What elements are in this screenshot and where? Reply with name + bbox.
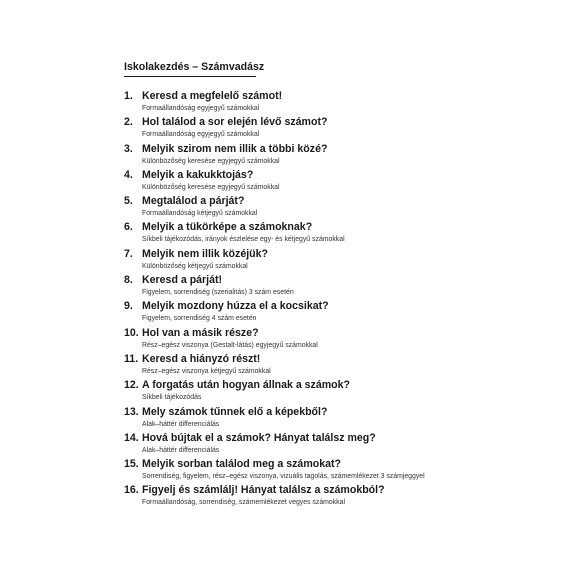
- entry-heading: A forgatás után hogyan állnak a számok?: [142, 379, 351, 392]
- entry-description: Különbözőség kétjegyű számokkal: [142, 262, 248, 270]
- entry-description: Alak–háttér differenciálás: [142, 420, 220, 428]
- entry-number: 3.: [124, 142, 133, 155]
- list-item: [124, 248, 444, 271]
- entry-description: Síkbeli tájékozódás: [142, 394, 202, 402]
- entry-description: Formaállandóság egyjegyű számokkal: [142, 131, 260, 139]
- entry-number: 2.: [124, 116, 133, 129]
- entry-description: Formaállandóság egyjegyű számokkal: [142, 105, 260, 112]
- entry-heading: Keresd a hiányzó részt!: [142, 352, 261, 365]
- entry-heading: Keresd a megfelelő számot!: [142, 90, 283, 102]
- entry-number: 11.: [124, 352, 139, 365]
- entry-number: 7.: [124, 247, 133, 260]
- title-underline: [124, 76, 256, 77]
- entry-description: Sorrendiség, figyelem, rész–egész viszonya, vizuális tagolás, számemlékezet 3 számjeggyel: [142, 473, 425, 481]
- entry-heading: Melyik szirom nem illik a többi közé?: [142, 142, 328, 155]
- entry-number: 5.: [124, 195, 133, 208]
- entry-number: 16.: [124, 484, 139, 497]
- entry-number: 1.: [124, 90, 133, 102]
- list-item: [124, 169, 444, 192]
- contents-list: [124, 90, 444, 511]
- list-item: [124, 432, 444, 455]
- entry-heading: Hol találod a sor elején lévő számot?: [142, 116, 328, 129]
- entry-description: Rész–egész viszonya kétjegyű számokkal: [142, 367, 271, 375]
- entry-heading: Hová bújtak el a számok? Hányat találsz meg?: [142, 431, 376, 444]
- list-item: [124, 195, 444, 218]
- list-item: [124, 353, 444, 376]
- list-item: [124, 116, 444, 139]
- list-item: [124, 458, 444, 481]
- list-item: [124, 379, 444, 402]
- list-item: [124, 327, 444, 350]
- entry-number: 14.: [124, 431, 139, 444]
- entry-heading: Megtalálod a párját?: [142, 195, 245, 208]
- entry-heading: Figyelj és számlálj! Hányat találsz a számokból?: [142, 484, 385, 497]
- entry-heading: Melyik a kakukktojás?: [142, 168, 254, 181]
- list-item: [124, 143, 444, 166]
- entry-heading: Melyik mozdony húzza el a kocsikat?: [142, 300, 329, 313]
- entry-description: Figyelem, sorrendiség (szerialitás) 3 szám esetén: [142, 289, 294, 297]
- page-title: Iskolakezdés – Számvadász: [124, 61, 265, 73]
- entry-heading: Keresd a párját!: [142, 274, 223, 287]
- list-item: [124, 221, 444, 244]
- entry-number: 8.: [124, 274, 133, 287]
- entry-heading: Melyik sorban találod meg a számokat?: [142, 458, 341, 471]
- entry-description: Különbözőség keresése egyjegyű számokkal: [142, 157, 280, 165]
- entry-number: 10.: [124, 326, 139, 339]
- entry-number: 15.: [124, 458, 139, 471]
- entry-number: 13.: [124, 405, 139, 418]
- entry-heading: Melyik nem illik közéjük?: [142, 247, 268, 260]
- entry-number: 4.: [124, 168, 133, 181]
- entry-description: Figyelem, sorrendiség 4 szám esetén: [142, 315, 257, 323]
- list-item: [124, 300, 444, 323]
- entry-heading: Mely számok tűnnek elő a képekből?: [142, 405, 328, 418]
- list-item: [124, 484, 444, 507]
- entry-description: Síkbeli tájékozódás, irányok észlelése egy- és kétjegyű számokkal: [142, 236, 345, 244]
- entry-number: 12.: [124, 379, 139, 392]
- entry-heading: Melyik a tükörképe a számoknak?: [142, 221, 313, 234]
- entry-description: Formaállandóság kétjegyű számokkal: [142, 210, 258, 218]
- entry-description: Különbözőség keresése egyjegyű számokkal: [142, 183, 280, 191]
- entry-number: 6.: [124, 221, 133, 234]
- entry-heading: Hol van a másik része?: [142, 326, 259, 339]
- entry-description: Formaállandóság, sorrendiség, számemlékezet vegyes számokkal: [142, 499, 345, 507]
- entry-description: Rész–egész viszonya (Gestalt-látás) egyjegyű számokkal: [142, 341, 318, 349]
- entry-description: Alak–háttér differenciálás: [142, 446, 220, 454]
- list-item: [124, 90, 444, 113]
- list-item: [124, 274, 444, 297]
- list-item: [124, 406, 444, 429]
- entry-number: 9.: [124, 300, 133, 313]
